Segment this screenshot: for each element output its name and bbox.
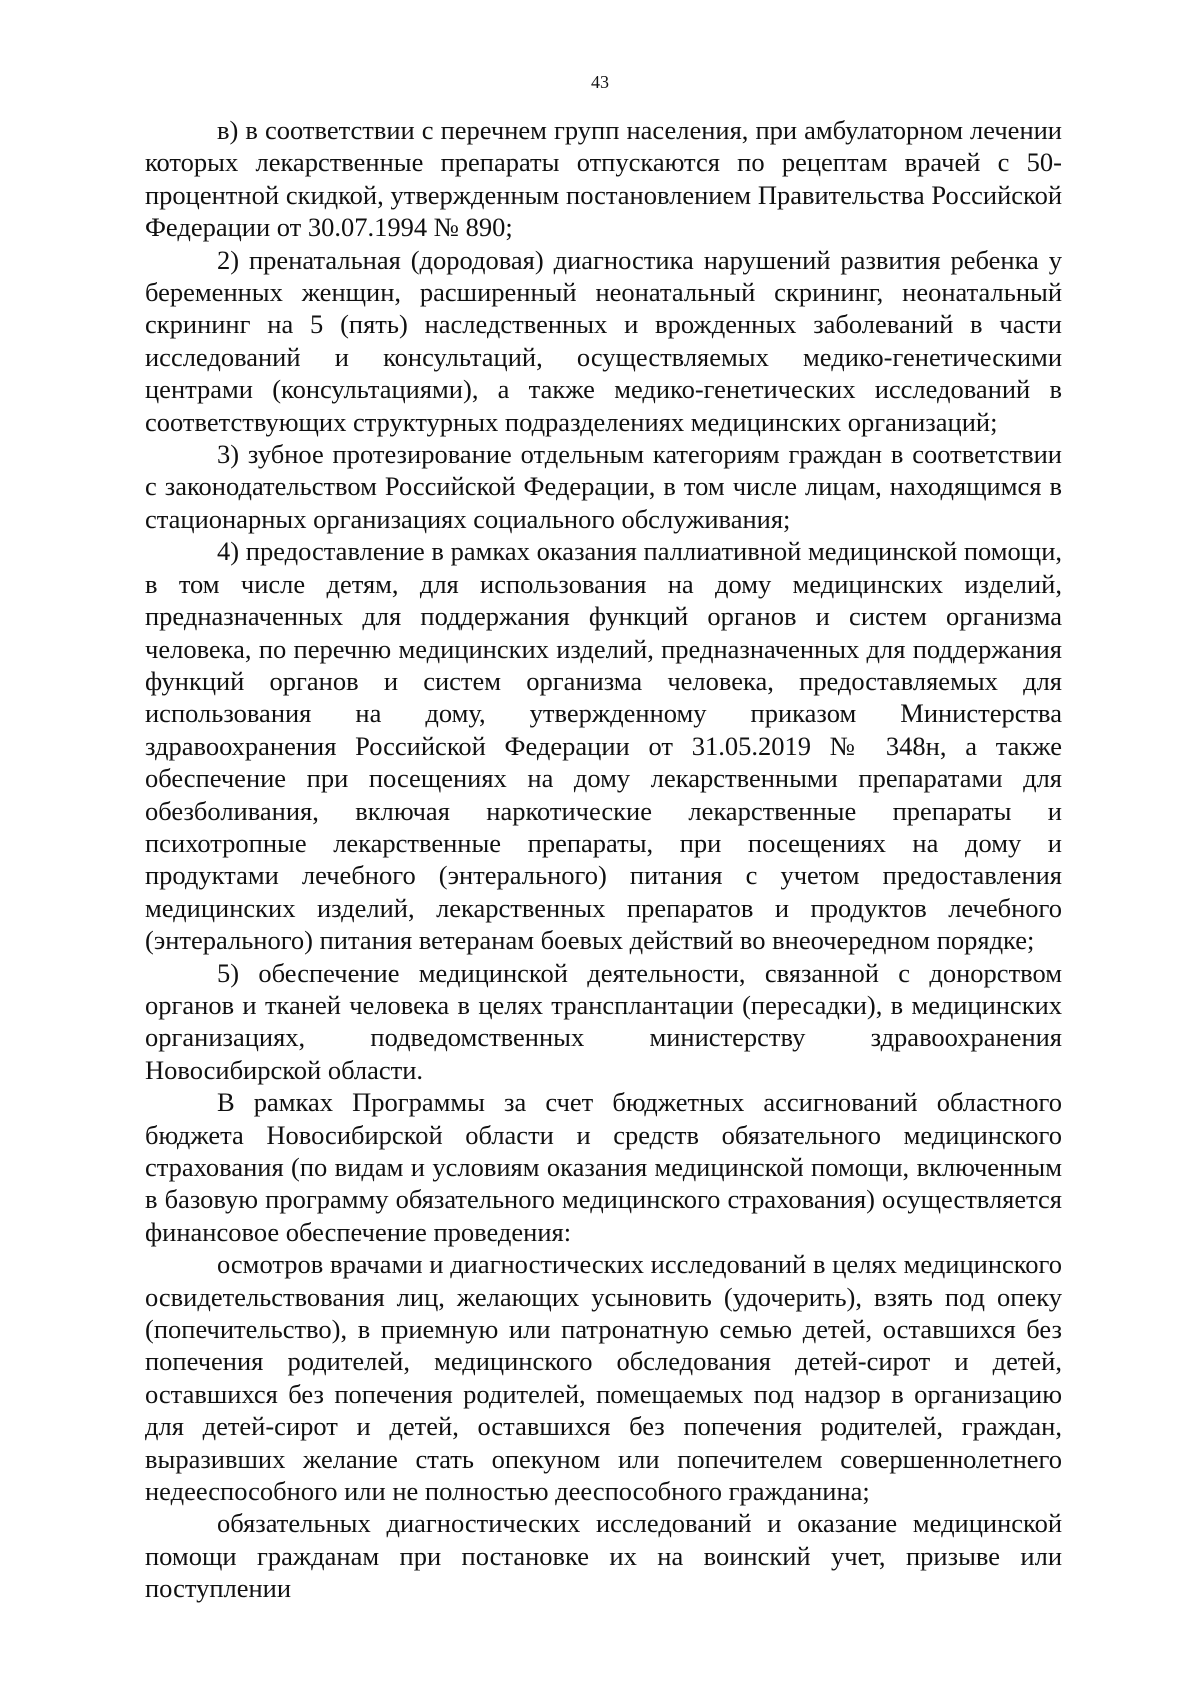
paragraph-medical-examinations: осмотров врачами и диагностических исследований в целях медицинского освидетельствования лиц, желающих усыновить (удочерить), взять под опеку (попечительство), в приемную или патронатную семью детей, оставшихся без попечения родителей, медицинского обследования детей-сирот и детей, оставшихся без попечения родителей, помещаемых под надзор в организацию для детей-сирот и детей, оставшихся без попечения родителей, граждан, выразивших желание стать опекуном или попечителем совершеннолетнего недееспособного или не полностью дееспособного гражданина;	[145, 1249, 1062, 1507]
page-number: 43	[591, 72, 609, 92]
paragraph-program-financing: В рамках Программы за счет бюджетных ассигнований областного бюджета Новосибирской области и средств обязательного медицинского страхования (по видам и условиям оказания медицинской помощи, включенным в базовую программу обязательного медицинского страхования) осуществляется финансовое обеспечение проведения:	[145, 1087, 1062, 1247]
document-body	[145, 114, 1062, 1605]
paragraph-item-5: 5) обеспечение медицинской деятельности, связанной с донорством органов и тканей человека в целях трансплантации (пересадки), в медицинских организациях, подведомственных министерству здравоохранения Новосибирской области.	[145, 957, 1062, 1085]
paragraph-item-4: 4) предоставление в рамках оказания паллиативной медицинской помощи, в том числе детям, для использования на дому медицинских изделий, предназначенных для поддержания функций органов и систем организма человека, по перечню медицинских изделий, предназначенных для поддержания функций органов и систем организма человека, предоставляемых для использования на дому, утвержденному приказом Министерства здравоохранения Российской Федерации от 31.05.2019 № 348н, а также обеспечение при посещениях на дому лекарственными препаратами для обезболивания, включая наркотические лекарственные препараты и психотропные лекарственные препараты, при посещениях на дому и продуктами лечебного (энтерального) питания с учетом предоставления медицинских изделий, лекарственных препаратов и продуктов лечебного (энтерального) питания ветеранам боевых действий во внеочередном порядке;	[145, 536, 1062, 956]
paragraph-item-v: в) в соответствии с перечнем групп населения, при амбулаторном лечении которых лекарственные препараты отпускаются по рецептам врачей с 50-процентной скидкой, утвержденным постановлением Правительства Российской Федерации от 30.07.1994 № 890;	[145, 115, 1062, 243]
paragraph-item-3: 3) зубное протезирование отдельным категориям граждан в соответствии с законодательством Российской Федерации, в том числе лицам, находящимся в стационарных организациях социального обслуживания;	[145, 439, 1062, 534]
paragraph-military-registration: обязательных диагностических исследований и оказание медицинской помощи гражданам при постановке их на воинский учет, призыве или поступлении	[145, 1508, 1062, 1604]
paragraph-item-2: 2) пренатальная (дородовая) диагностика нарушений развития ребенка у беременных женщин, расширенный неонатальный скрининг, неонатальный скрининг на 5 (пять) наследственных и врожденных заболеваний в части исследований и консультаций, осуществляемых медико-генетическими центрами (консультациями), а также медико-генетических исследований в соответствующих структурных подразделениях медицинских организаций;	[145, 244, 1062, 437]
